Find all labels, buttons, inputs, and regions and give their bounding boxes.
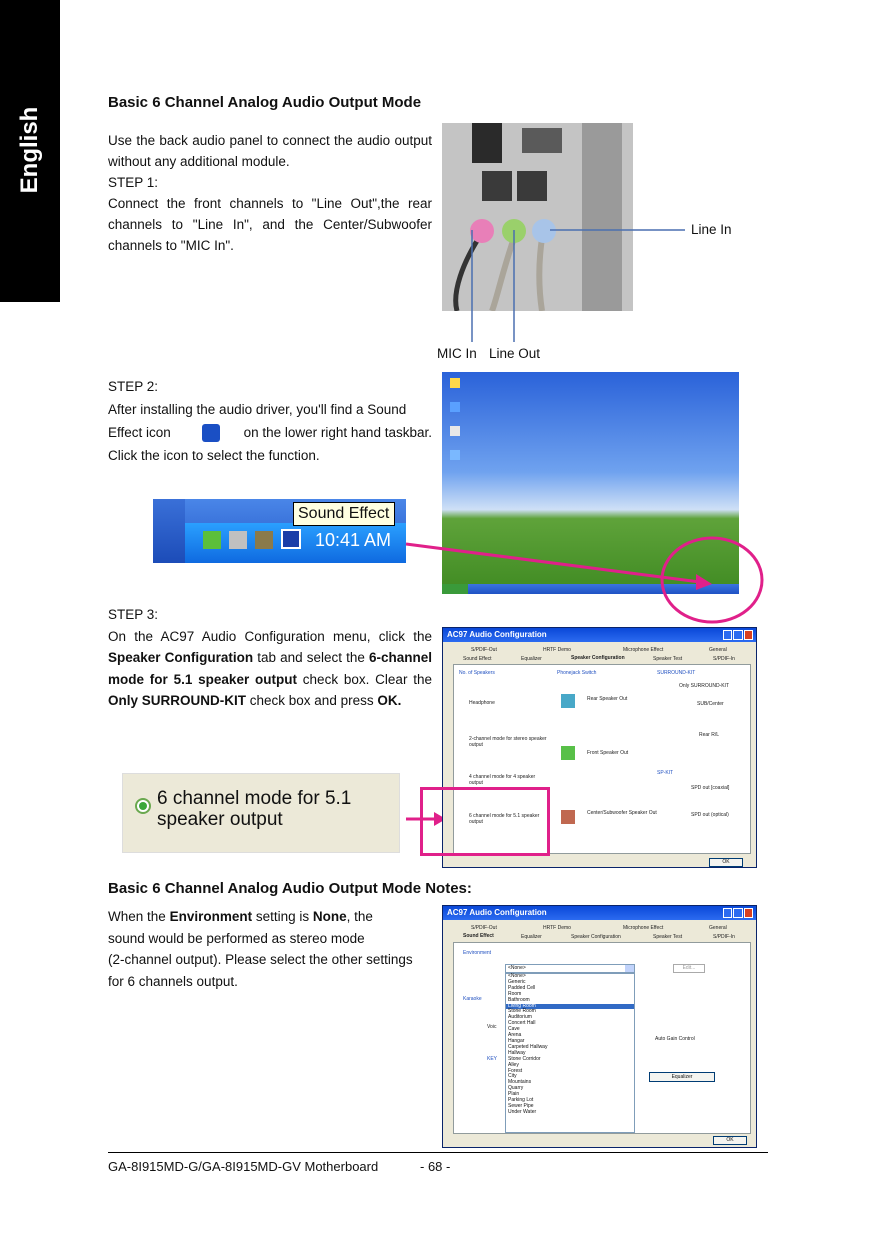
sound-effect-icon[interactable] (202, 424, 220, 442)
notes-paragraph (108, 906, 438, 992)
tab-hrtf-demo[interactable]: HRTF Demo (543, 647, 571, 653)
tab-spdif-out[interactable]: S/PDIF-Out (471, 925, 497, 931)
surround-rear: Rear R/L (699, 732, 720, 738)
step3-text: check box. Clear the (302, 671, 432, 687)
notes-line3: (2-channel output). Please select the other settings (108, 952, 413, 967)
jack-icon (561, 746, 575, 760)
tray-clock: 10:41 AM (315, 530, 392, 550)
footer-model: GA-8I915MD-G/GA-8I915MD-GV Motherboard (108, 1159, 379, 1174)
jack-icon (561, 694, 575, 708)
notes-text: When the (108, 909, 166, 924)
sound-effect-tray-icon[interactable] (281, 529, 301, 549)
list-item[interactable]: Under Water (508, 1108, 537, 1115)
list-item[interactable]: Stone Corridor (508, 1055, 541, 1062)
step3-text: check box and press (249, 693, 374, 708)
dialog-title: AC97 Audio Configuration (443, 906, 756, 920)
list-item[interactable]: Plain (508, 1091, 520, 1098)
minimize-icon[interactable] (723, 908, 732, 918)
notes-bold: Environment (169, 909, 253, 924)
tab-hrtf-demo[interactable]: HRTF Demo (543, 925, 571, 931)
step3-bold: Speaker Configuration (108, 650, 254, 665)
list-item[interactable]: Quarry (508, 1085, 524, 1092)
group-speakers: No. of Speakers (459, 670, 495, 676)
tray-icon[interactable] (203, 531, 221, 549)
tray-callout (400, 530, 770, 630)
tab-spdif-out[interactable]: S/PDIF-Out (471, 647, 497, 653)
tab-general[interactable]: General (709, 925, 727, 931)
list-item[interactable]: Sewer Pipe (508, 1102, 534, 1109)
list-item[interactable]: Room (508, 990, 522, 997)
list-item[interactable]: Auditorium (508, 1014, 532, 1021)
jack-front: Front Speaker Out (587, 750, 629, 756)
desktop-icon (450, 426, 460, 436)
list-item[interactable]: Mountains (508, 1079, 532, 1086)
close-icon[interactable] (744, 908, 753, 918)
option-headphone[interactable]: Headphone (469, 700, 495, 706)
tab-general[interactable]: General (709, 647, 727, 653)
list-item[interactable]: Carpeted Hallway (508, 1043, 548, 1050)
intro-text: Use the back audio panel to connect the audio output without any additional module. (108, 133, 432, 169)
option-4ch[interactable]: 4 channel mode for 4 speaker output (469, 774, 536, 786)
notes-bold: None (312, 909, 347, 924)
equalizer-button[interactable]: Equalizer (649, 1072, 715, 1082)
chevron-down-icon[interactable] (625, 965, 634, 972)
step2-line2 (108, 421, 432, 444)
notes-line2: sound would be performed as stereo mode (108, 930, 365, 946)
list-item[interactable]: Forest (508, 1067, 523, 1074)
tray-zoom (153, 499, 406, 563)
footer (108, 1152, 768, 1174)
tab-sound-effect[interactable]: Sound Effect (463, 656, 492, 662)
ok-button[interactable]: OK (713, 1136, 747, 1145)
notes-text: setting is (255, 909, 310, 924)
maximize-icon[interactable] (733, 908, 742, 918)
voice-checkbox[interactable]: Voic (487, 1024, 497, 1030)
edit-button[interactable]: Edit... (673, 964, 705, 973)
step2-line1: After installing the audio driver, you'll find a Sound (108, 402, 407, 417)
environment-select[interactable]: <None> (505, 964, 635, 973)
step2-title: STEP 2: (108, 379, 159, 394)
group-surround: SURROUND-KIT (657, 670, 696, 676)
list-item[interactable]: Hangar (508, 1037, 525, 1044)
jack-icon (561, 810, 575, 824)
tab-spdif-in[interactable]: S/PDIF-In (713, 934, 735, 940)
tab-spdif-in[interactable]: S/PDIF-In (713, 656, 735, 662)
spkit-coaxial: SPD out [coaxial] (691, 785, 730, 791)
desktop-icon (450, 378, 460, 388)
group-environment: Environment (463, 950, 492, 956)
line-in-label: Line In (691, 222, 732, 237)
step1-title: STEP 1: (108, 175, 159, 190)
radio-button[interactable] (135, 798, 151, 814)
highlight-box (420, 787, 550, 856)
zoomed-option-label: 6 channel mode for 5.1 speaker output (157, 788, 352, 830)
ok-button[interactable]: OK (709, 858, 743, 867)
notes-heading: Basic 6 Channel Analog Audio Output Mode Notes: (108, 880, 472, 897)
spkit-optical: SPD out (optical) (691, 812, 729, 818)
intro-paragraph (108, 130, 432, 256)
mic-in-label: MIC In (437, 346, 477, 361)
callout-lines (440, 220, 700, 350)
taskbar-left (153, 499, 185, 563)
list-item[interactable]: Padded Cell (508, 984, 536, 991)
close-icon[interactable] (744, 630, 753, 640)
desktop-icon (450, 450, 460, 460)
notes-text: , the (346, 909, 373, 924)
step3-title: STEP 3: (108, 607, 159, 622)
option-2ch[interactable]: 2-channel mode for stereo speaker output (469, 736, 547, 748)
step3-text: tab and select the (257, 650, 365, 665)
window-controls (723, 630, 753, 640)
section-heading: Basic 6 Channel Analog Audio Output Mode (108, 94, 422, 111)
window-controls (723, 908, 753, 918)
list-item[interactable]: Generic (508, 978, 526, 985)
ac97-dialog-sound-effect (442, 905, 757, 1148)
line-out-label: Line Out (489, 346, 541, 361)
list-item[interactable]: Arena (508, 1032, 522, 1039)
step3-paragraph (108, 604, 432, 712)
surround-sub-center: SUB/Center (697, 701, 724, 707)
list-item[interactable]: Concert Hall (508, 1020, 536, 1027)
tooltip: Sound Effect (293, 502, 395, 526)
list-item[interactable]: Bathroom (508, 996, 530, 1003)
language-label: English (16, 106, 43, 194)
page-number: - 68 - (420, 1159, 451, 1174)
list-item[interactable]: <None> (508, 973, 526, 979)
desktop-icon (450, 402, 460, 412)
tray-icon[interactable] (255, 531, 273, 549)
step3-text: On the AC97 Audio Configuration menu, click the (108, 628, 432, 644)
environment-list[interactable] (505, 973, 635, 1133)
step3-bold: OK. (377, 693, 402, 708)
list-item[interactable]: Parking Lot (508, 1097, 534, 1104)
tab-speaker-config[interactable]: Speaker Configuration (571, 655, 625, 661)
jack-center-sub: Center/Subwoofer Speaker Out (587, 810, 657, 816)
tab-mic-effect[interactable]: Microphone Effect (623, 925, 664, 931)
language-tab (0, 0, 60, 302)
minimize-icon[interactable] (723, 630, 732, 640)
zoomed-option (122, 773, 400, 853)
step2-line2a: Effect icon (108, 425, 171, 440)
group-karaoke: Karaoke (463, 996, 482, 1002)
step3-bold: Only SURROUND-KIT (108, 693, 246, 708)
list-item[interactable]: Cave (508, 1026, 520, 1033)
maximize-icon[interactable] (733, 630, 742, 640)
step3-bold: 6-channel mode for 5.1 speaker output (108, 650, 432, 687)
step2-line2b: on the lower right hand taskbar. (243, 425, 432, 440)
only-surround-checkbox[interactable]: Only SURROUND-KIT (679, 683, 730, 689)
key-label: KEY (487, 1056, 498, 1062)
tab-equalizer[interactable]: Equalizer (521, 934, 542, 940)
tab-speaker-config[interactable]: Speaker Configuration (571, 934, 621, 940)
tab-speaker-test[interactable]: Speaker Test (653, 934, 683, 940)
auto-gain-checkbox[interactable]: Auto Gain Control (655, 1036, 695, 1042)
notes-line4: for 6 channels output. (108, 973, 238, 989)
option-6ch[interactable]: 6 channel mode for 5.1 speaker output (469, 813, 540, 825)
network-icon[interactable] (229, 531, 247, 549)
tab-speaker-test[interactable]: Speaker Test (653, 656, 683, 662)
step1-text: Connect the front channels to "Line Out",the rear channels to "Line In", and the Center/Subwoofer channels to "MIC In". (108, 196, 432, 253)
tab-sound-effect[interactable]: Sound Effect (463, 933, 494, 939)
step2-paragraph (108, 375, 432, 467)
step2-line3: Click the icon to select the function. (108, 448, 320, 463)
list-item-selected[interactable]: Living Room (506, 1004, 634, 1010)
jack-rear: Rear Speaker Out (587, 696, 628, 702)
dialog-title: AC97 Audio Configuration (443, 628, 756, 642)
tab-mic-effect[interactable]: Microphone Effect (623, 647, 664, 653)
tab-equalizer[interactable]: Equalizer (521, 656, 542, 662)
list-item[interactable]: Hallway (508, 1049, 526, 1056)
list-item[interactable]: Alley (508, 1061, 519, 1068)
list-item[interactable]: City (508, 1073, 517, 1080)
group-spkit: SP-KIT (657, 770, 674, 776)
group-phonejack: Phonejack Switch (557, 670, 597, 676)
list-item[interactable]: Stone Room (508, 1008, 536, 1015)
